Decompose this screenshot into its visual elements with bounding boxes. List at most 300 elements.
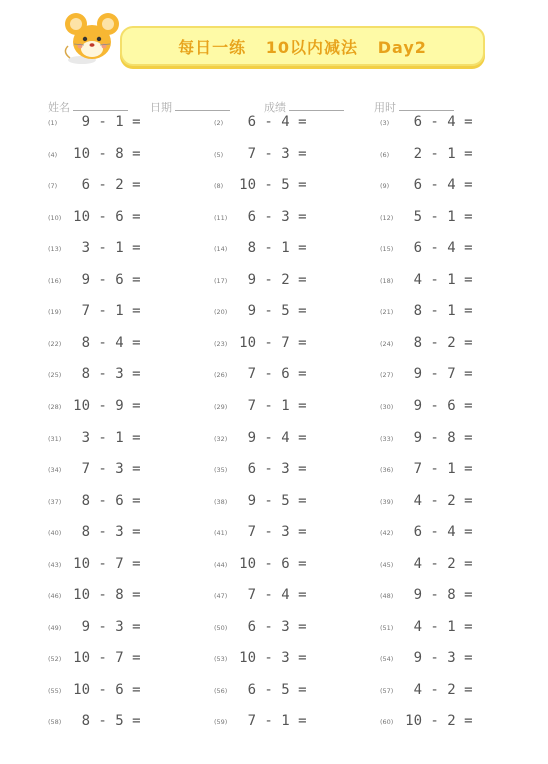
equals-sign: =: [289, 177, 307, 194]
problem-equation: [402, 587, 492, 603]
problem-number: (13): [48, 245, 62, 254]
minus-sign: -: [90, 492, 116, 509]
problem-equation: [70, 398, 160, 414]
equals-sign: =: [289, 681, 307, 698]
minuend: 10: [73, 397, 90, 414]
problem-number: (14): [214, 245, 228, 254]
problem-number: (29): [214, 402, 228, 411]
problem-number: (51): [380, 623, 394, 632]
subtrahend: 1: [281, 713, 290, 730]
problem-equation: [70, 650, 160, 666]
equals-sign: =: [289, 240, 307, 257]
minus-sign: -: [422, 587, 448, 604]
subtrahend: 4: [447, 114, 456, 130]
minus-sign: -: [90, 271, 116, 288]
subtrahend: 3: [115, 366, 124, 383]
minuend: 3: [81, 240, 90, 257]
problem-number: (6): [380, 150, 390, 159]
problem-number: (55): [48, 686, 62, 695]
minus-sign: -: [90, 524, 116, 541]
equals-sign: =: [455, 145, 473, 162]
equals-sign: =: [123, 618, 141, 635]
problem-number: (49): [48, 623, 62, 632]
subtrahend: 6: [115, 681, 124, 698]
problem-equation: [236, 524, 326, 540]
equals-sign: =: [123, 240, 141, 257]
minus-sign: -: [422, 650, 448, 667]
equals-sign: =: [289, 713, 307, 730]
name-label: 姓名: [48, 101, 70, 114]
problem-number: (17): [214, 276, 228, 285]
minus-sign: -: [422, 713, 448, 730]
minuend: 7: [247, 397, 256, 414]
minus-sign: -: [422, 397, 448, 414]
minuend: 6: [247, 208, 256, 225]
minus-sign: -: [90, 303, 116, 320]
equals-sign: =: [455, 713, 473, 730]
subtrahend: 4: [447, 524, 456, 541]
minus-sign: -: [256, 524, 282, 541]
subtrahend: 2: [447, 713, 456, 730]
minuend: 6: [413, 240, 422, 257]
minus-sign: -: [90, 429, 116, 446]
problem-number: (52): [48, 655, 62, 664]
equals-sign: =: [455, 587, 473, 604]
minuend: 7: [247, 524, 256, 541]
problem-number: (22): [48, 339, 62, 348]
problem-equation: [402, 177, 492, 193]
score-field[interactable]: [264, 99, 344, 115]
subtrahend: 6: [115, 271, 124, 288]
minuend: 10: [239, 650, 256, 667]
equals-sign: =: [455, 397, 473, 414]
minus-sign: -: [256, 114, 282, 130]
minuend: 8: [247, 240, 256, 257]
equals-sign: =: [123, 681, 141, 698]
subtrahend: 4: [115, 334, 124, 351]
equals-sign: =: [289, 366, 307, 383]
minuend: 9: [413, 429, 422, 446]
minuend: 9: [247, 271, 256, 288]
subtrahend: 1: [447, 303, 456, 320]
minus-sign: -: [422, 681, 448, 698]
minuend: 6: [413, 114, 422, 130]
equals-sign: =: [123, 303, 141, 320]
minuend: 8: [81, 492, 90, 509]
minus-sign: -: [256, 618, 282, 635]
minuend: 6: [413, 177, 422, 194]
problem-number: (40): [48, 529, 62, 538]
subtrahend: 7: [447, 366, 456, 383]
minus-sign: -: [256, 492, 282, 509]
problem-equation: [402, 114, 492, 130]
problem-equation: [70, 177, 160, 193]
date-label: 日期: [150, 101, 172, 114]
problem-equation: [236, 335, 326, 351]
minus-sign: -: [256, 303, 282, 320]
equals-sign: =: [123, 429, 141, 446]
problem-number: (19): [48, 308, 62, 317]
problem-number: (34): [48, 466, 62, 475]
equals-sign: =: [455, 303, 473, 320]
problem-equation: [70, 240, 160, 256]
problem-equation: [236, 682, 326, 698]
problem-number: (31): [48, 434, 62, 443]
subtrahend: 4: [281, 587, 290, 604]
subtrahend: 6: [115, 208, 124, 225]
subtrahend: 4: [447, 177, 456, 194]
subtrahend: 6: [281, 366, 290, 383]
worksheet-header: [60, 8, 490, 68]
minus-sign: -: [90, 650, 116, 667]
equals-sign: =: [455, 650, 473, 667]
minus-sign: -: [422, 524, 448, 541]
minus-sign: -: [422, 145, 448, 162]
equals-sign: =: [455, 334, 473, 351]
minus-sign: -: [422, 177, 448, 194]
problem-equation: [236, 493, 326, 509]
problem-equation: [70, 682, 160, 698]
problem-number: (60): [380, 718, 394, 727]
problem-equation: [70, 335, 160, 351]
subtrahend: 5: [281, 492, 290, 509]
subtrahend: 1: [115, 303, 124, 320]
subtrahend: 8: [447, 587, 456, 604]
subtrahend: 5: [281, 681, 290, 698]
equals-sign: =: [455, 461, 473, 478]
problem-number: (42): [380, 529, 394, 538]
problem-equation: [236, 366, 326, 382]
problem-number: (23): [214, 339, 228, 348]
subtrahend: 9: [115, 397, 124, 414]
minuend: 6: [413, 524, 422, 541]
subtrahend: 1: [115, 240, 124, 257]
problem-number: (27): [380, 371, 394, 380]
minus-sign: -: [90, 461, 116, 478]
subtrahend: 1: [281, 240, 290, 257]
equals-sign: =: [123, 177, 141, 194]
problem-number: (1): [48, 119, 58, 127]
subtrahend: 8: [115, 587, 124, 604]
equals-sign: =: [455, 366, 473, 383]
equals-sign: =: [289, 114, 307, 130]
equals-sign: =: [289, 555, 307, 572]
equals-sign: =: [123, 492, 141, 509]
problem-equation: [70, 713, 160, 729]
equals-sign: =: [123, 587, 141, 604]
equals-sign: =: [123, 366, 141, 383]
minus-sign: -: [422, 208, 448, 225]
problem-equation: [70, 461, 160, 477]
minuend: 8: [81, 713, 90, 730]
minuend: 10: [239, 177, 256, 194]
problem-equation: [70, 209, 160, 225]
minus-sign: -: [422, 492, 448, 509]
subtrahend: 3: [115, 618, 124, 635]
subtrahend: 3: [281, 461, 290, 478]
minus-sign: -: [90, 240, 116, 257]
equals-sign: =: [123, 334, 141, 351]
problem-number: (28): [48, 402, 62, 411]
minuend: 9: [247, 429, 256, 446]
equals-sign: =: [289, 429, 307, 446]
problem-number: (10): [48, 213, 62, 222]
equals-sign: =: [455, 492, 473, 509]
minuend: 4: [413, 271, 422, 288]
equals-sign: =: [289, 334, 307, 351]
minuend: 10: [73, 208, 90, 225]
problem-equation: [236, 272, 326, 288]
minuend: 7: [247, 366, 256, 383]
problem-equation: [402, 366, 492, 382]
problem-number: (18): [380, 276, 394, 285]
problem-number: (26): [214, 371, 228, 380]
minus-sign: -: [256, 681, 282, 698]
minuend: 10: [73, 587, 90, 604]
minus-sign: -: [90, 334, 116, 351]
problem-number: (45): [380, 560, 394, 569]
equals-sign: =: [289, 303, 307, 320]
equals-sign: =: [123, 397, 141, 414]
subtrahend: 1: [447, 461, 456, 478]
problem-equation: [236, 430, 326, 446]
subtrahend: 2: [447, 681, 456, 698]
problem-equation: [236, 556, 326, 572]
equals-sign: =: [455, 208, 473, 225]
problem-number: (24): [380, 339, 394, 348]
subtrahend: 1: [447, 208, 456, 225]
equals-sign: =: [455, 177, 473, 194]
minus-sign: -: [256, 366, 282, 383]
problem-equation: [70, 524, 160, 540]
problem-equation: [70, 587, 160, 603]
problem-number: (54): [380, 655, 394, 664]
minus-sign: -: [256, 145, 282, 162]
problem-equation: [402, 335, 492, 351]
minuend: 4: [413, 618, 422, 635]
minuend: 4: [413, 681, 422, 698]
minuend: 7: [247, 145, 256, 162]
problem-number: (32): [214, 434, 228, 443]
minus-sign: -: [422, 618, 448, 635]
subtrahend: 1: [447, 618, 456, 635]
equals-sign: =: [289, 397, 307, 414]
subtrahend: 3: [281, 524, 290, 541]
equals-sign: =: [455, 429, 473, 446]
minuend: 8: [413, 303, 422, 320]
minuend: 8: [81, 334, 90, 351]
equals-sign: =: [455, 681, 473, 698]
subtrahend: 7: [281, 334, 290, 351]
minus-sign: -: [90, 713, 116, 730]
minuend: 5: [413, 208, 422, 225]
problem-equation: [402, 209, 492, 225]
problem-number: (58): [48, 718, 62, 727]
subtrahend: 3: [447, 650, 456, 667]
subtrahend: 6: [115, 492, 124, 509]
equals-sign: =: [455, 271, 473, 288]
minuend: 2: [413, 145, 422, 162]
subtrahend: 3: [115, 524, 124, 541]
minus-sign: -: [422, 303, 448, 320]
problem-number: (36): [380, 466, 394, 475]
minuend: 7: [247, 587, 256, 604]
minus-sign: -: [256, 555, 282, 572]
problem-equation: [402, 240, 492, 256]
problem-equation: [402, 650, 492, 666]
problem-number: (39): [380, 497, 394, 506]
minus-sign: -: [90, 208, 116, 225]
problem-equation: [402, 524, 492, 540]
subtrahend: 3: [281, 618, 290, 635]
page-title: 每日一练 10以内减法 Day2: [178, 37, 427, 57]
equals-sign: =: [289, 492, 307, 509]
problem-number: (11): [214, 213, 228, 222]
problem-number: (2): [214, 119, 224, 127]
minus-sign: -: [90, 114, 116, 130]
minuend: 7: [413, 461, 422, 478]
problem-equation: [402, 461, 492, 477]
subtrahend: 6: [281, 555, 290, 572]
subtrahend: 1: [115, 114, 124, 130]
minus-sign: -: [256, 240, 282, 257]
equals-sign: =: [455, 240, 473, 257]
subtrahend: 3: [281, 208, 290, 225]
minuend: 9: [81, 271, 90, 288]
problem-number: (38): [214, 497, 228, 506]
subtrahend: 6: [447, 397, 456, 414]
problem-number: (30): [380, 402, 394, 411]
problem-equation: [402, 146, 492, 162]
problem-number: (25): [48, 371, 62, 380]
minuend: 6: [247, 681, 256, 698]
minus-sign: -: [256, 208, 282, 225]
subtrahend: 7: [115, 650, 124, 667]
subtrahend: 5: [115, 713, 124, 730]
minuend: 10: [73, 145, 90, 162]
minuend: 4: [413, 555, 422, 572]
equals-sign: =: [289, 271, 307, 288]
problem-number: (5): [214, 150, 224, 159]
subtrahend: 4: [281, 429, 290, 446]
equals-sign: =: [123, 461, 141, 478]
equals-sign: =: [123, 713, 141, 730]
problem-equation: [236, 619, 326, 635]
title-banner: [120, 26, 485, 66]
problem-equation: [70, 556, 160, 572]
problem-equation: [236, 209, 326, 225]
minuend: 9: [81, 618, 90, 635]
problem-number: (33): [380, 434, 394, 443]
problem-equation: [402, 493, 492, 509]
minuend: 9: [413, 650, 422, 667]
equals-sign: =: [123, 208, 141, 225]
subtrahend: 3: [281, 650, 290, 667]
problem-number: (53): [214, 655, 228, 664]
time-label: 用时: [374, 101, 396, 114]
problem-number: (57): [380, 686, 394, 695]
minus-sign: -: [90, 587, 116, 604]
subtrahend: 8: [447, 429, 456, 446]
problem-number: (7): [48, 182, 58, 191]
minus-sign: -: [256, 334, 282, 351]
minuend: 6: [247, 618, 256, 635]
equals-sign: =: [289, 618, 307, 635]
problem-equation: [236, 650, 326, 666]
equals-sign: =: [289, 587, 307, 604]
subtrahend: 1: [447, 271, 456, 288]
problem-number: (50): [214, 623, 228, 632]
minuend: 6: [81, 177, 90, 194]
name-field[interactable]: [48, 99, 128, 115]
minus-sign: -: [422, 429, 448, 446]
problem-equation: [236, 303, 326, 319]
minuend: 10: [73, 555, 90, 572]
minus-sign: -: [256, 650, 282, 667]
minuend: 7: [81, 303, 90, 320]
problem-equation: [402, 303, 492, 319]
minus-sign: -: [422, 334, 448, 351]
minus-sign: -: [90, 397, 116, 414]
problem-number: (16): [48, 276, 62, 285]
time-field[interactable]: [374, 99, 454, 115]
subtrahend: 5: [281, 177, 290, 194]
problem-equation: [402, 682, 492, 698]
problem-equation: [402, 713, 492, 729]
minuend: 10: [239, 555, 256, 572]
minus-sign: -: [256, 461, 282, 478]
minus-sign: -: [90, 618, 116, 635]
minuend: 9: [413, 397, 422, 414]
problem-equation: [236, 240, 326, 256]
minus-sign: -: [90, 145, 116, 162]
minus-sign: -: [256, 271, 282, 288]
date-field[interactable]: [150, 99, 230, 115]
problem-equation: [70, 619, 160, 635]
problem-equation: [236, 114, 326, 130]
problem-number: (3): [380, 119, 390, 127]
equals-sign: =: [289, 650, 307, 667]
problem-equation: [236, 177, 326, 193]
problem-number: (9): [380, 182, 390, 191]
minus-sign: -: [256, 429, 282, 446]
problem-number: (8): [214, 182, 224, 191]
minuend: 10: [73, 681, 90, 698]
minus-sign: -: [422, 114, 448, 130]
subtrahend: 1: [115, 429, 124, 446]
subtrahend: 2: [447, 555, 456, 572]
problem-equation: [236, 461, 326, 477]
subtrahend: 3: [115, 461, 124, 478]
minuend: 4: [413, 492, 422, 509]
minus-sign: -: [90, 366, 116, 383]
minuend: 6: [247, 461, 256, 478]
equals-sign: =: [455, 524, 473, 541]
subtrahend: 2: [115, 177, 124, 194]
equals-sign: =: [455, 618, 473, 635]
subtrahend: 2: [447, 334, 456, 351]
equals-sign: =: [123, 524, 141, 541]
problem-number: (15): [380, 245, 394, 254]
minuend: 8: [413, 334, 422, 351]
problem-equation: [70, 146, 160, 162]
score-label: 成绩: [264, 101, 286, 114]
problem-equation: [402, 398, 492, 414]
subtrahend: 4: [281, 114, 290, 130]
minuend: 9: [413, 366, 422, 383]
problem-equation: [236, 146, 326, 162]
minuend: 10: [239, 334, 256, 351]
